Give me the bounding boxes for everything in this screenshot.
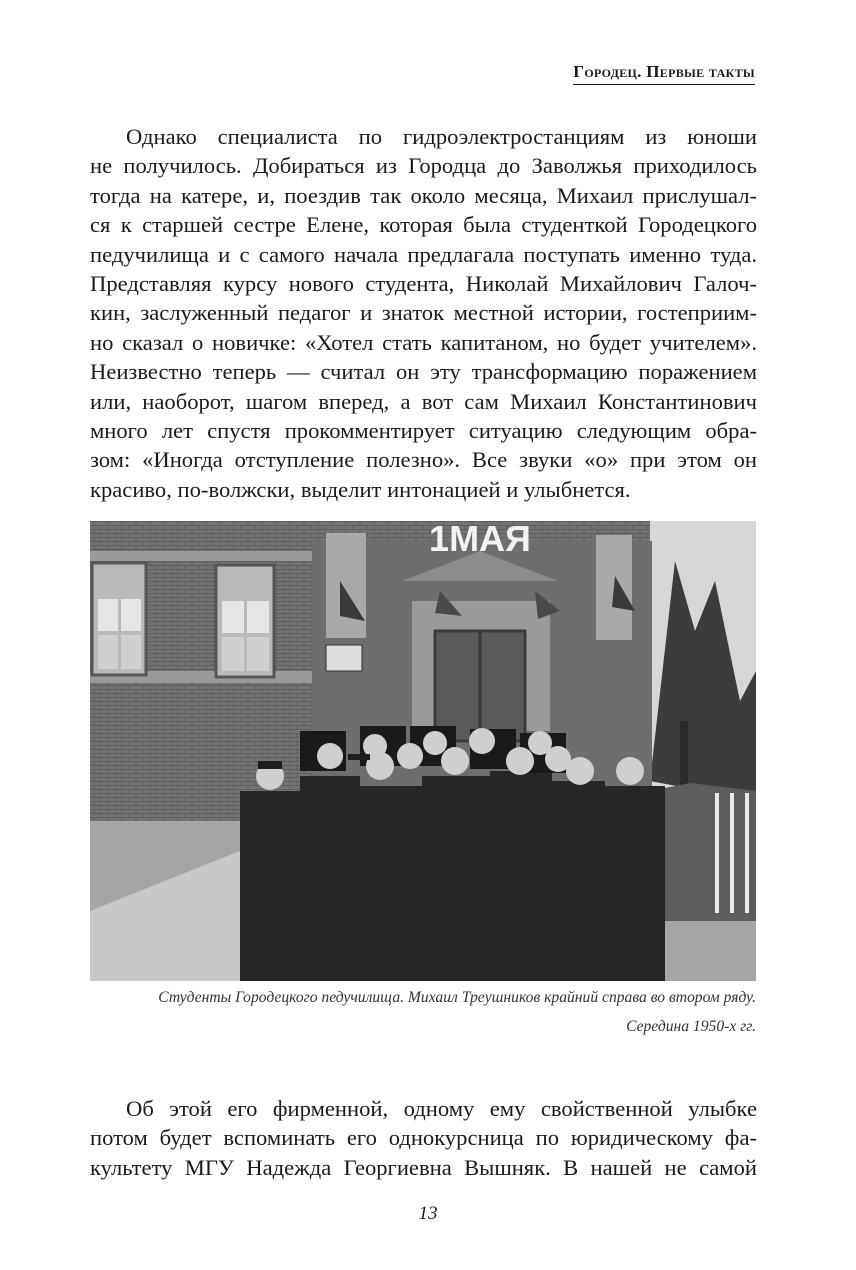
text-line: кин, заслуженный педагог и знаток местной истории, гостеприим- [90,300,757,326]
page-number: 13 [418,1203,438,1224]
text-line: ся к старшей сестре Елене, которая была студенткой Городецкого [90,212,757,238]
text-line: потом будет вспоминать его однокурсница по юридическому фа- [90,1125,757,1151]
text-line: зом: «Иногда отступление полезно». Все звуки «о» при этом он [90,447,757,473]
text-line: но сказал о новичке: «Хотел стать капитаном, но будет учителем». [90,329,757,355]
banner-text: 1МАЯ [429,521,531,559]
text-line: культету МГУ Надежда Георгиевна Вышняк. В нашей не самой [90,1154,757,1180]
text-line: Неизвестно теперь — считал он эту трансформацию поражением [90,359,757,385]
text-line: или, наоборот, шагом вперед, а вот сам Михаил Константинович [90,388,757,414]
text-line: Об этой его фирменной, одному ему свойственной улыбке [126,1096,757,1121]
group-photo [90,521,756,981]
photo-caption-line-1: Студенты Городецкого педучилища. Михаил Треушников крайний справа во втором ряду. [158,989,756,1006]
running-head: Городец. Первые такты [573,62,755,85]
photo-caption-line-2: Середина 1950-х гг. [626,1018,756,1035]
text-line: педучилища и с самого начала предлагала поступать именно туда. [90,241,757,267]
paragraph-2 [90,1094,757,1182]
paragraph-1 [90,122,757,504]
text-line: красиво, по-волжски, выделит интонацией и улыбнется. [90,476,631,502]
text-line: Однако специалиста по гидроэлектростанциям из юноши [126,124,757,149]
text-line: не получилось. Добираться из Городца до Заволжья приходилось [90,153,757,179]
text-line: тогда на катере, и, поездив так около месяца, Михаил прислушал- [90,182,757,208]
text-line: много лет спустя прокомментирует ситуацию следующим обра- [90,417,757,443]
text-line: Представляя курсу нового студента, Николай Михайлович Галоч- [90,270,757,296]
